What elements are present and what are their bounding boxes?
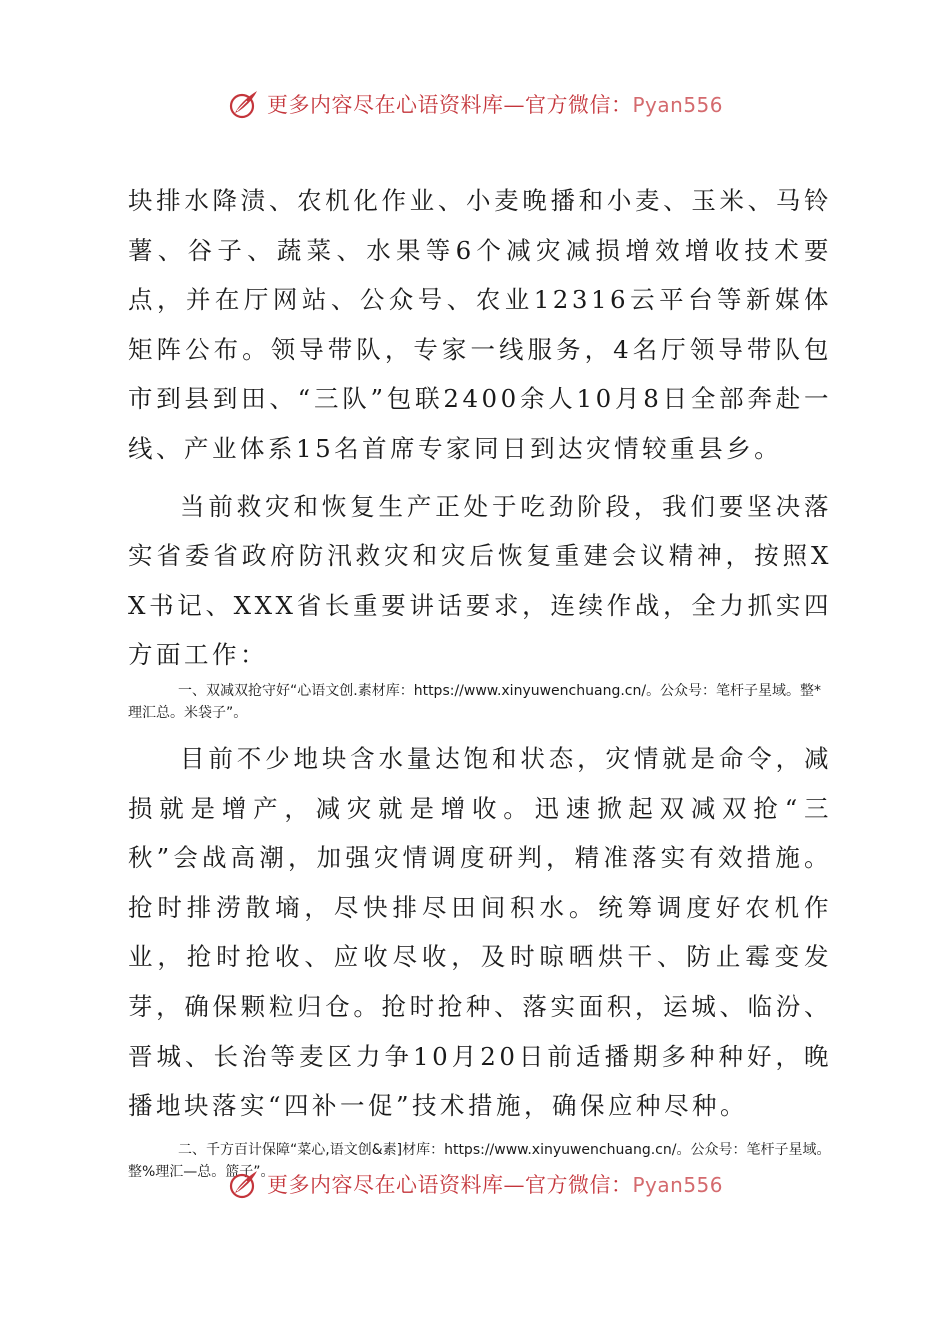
paragraph-1: 块排水降渍、农机化作业、小麦晚播和小麦、玉米、马铃薯、谷子、蔬菜、水果等6个减灾减损增效增收技术要点，并在厅网站、公众号、农业12316云平台等新媒体矩阵公布。领导带队，专家一线服务，4名厅领导带队包市到县到田、“三队”包联2400余人10月8日全部奔赴一线、产业体系15名首席专家同日到达灾情较重县乡。 [128,186,832,463]
banner-slogan: 更多内容尽在心语资料库—官方微信： [266,93,633,117]
header-banner [0,84,950,124]
section-heading-1: 一、双减双抢守好“心语文创.素材库：https://www.xinyuwenchuang.cn/。公众号：笔杆子星域。整*理汇总。米袋子”。 [128,682,822,721]
banner-text [267,89,723,119]
banner-slogan: 更多内容尽在心语资料库—官方微信： [266,1173,633,1197]
banner-text [267,1169,723,1199]
footer-banner [0,1164,950,1204]
paragraph-2: 当前救灾和恢复生产正处于吃劲阶段，我们要坚决落实省委省政府防汛救灾和灾后恢复重建会议精神，按照XX书记、XXX省长重要讲话要求，连续作战，全力抓实四方面工作： [128,491,832,670]
quill-logo-icon [227,1167,261,1201]
paragraph-3: 目前不少地块含水量达饱和状态，灾情就是命令，减损就是增产，减灾就是增收。迅速掀起双减双抢“三秋”会战高潮，加强灾情调度研判，精准落实有效措施。抢时排涝散墒，尽快排尽田间积水。统筹调度好农机作业，抢时抢收、应收尽收，及时晾晒烘干、防止霉变发芽，确保颗粒归仓。抢时抢种、落实面积，运城、临汾、晋城、长治等麦区力争10月20日前适播期多种种好，晚播地块落实“四补一促”技术措施，确保应种尽种。 [128,743,832,1121]
banner-wechat-id: Pyan556 [632,1173,723,1197]
banner-wechat-id: Pyan556 [632,93,723,117]
quill-logo-icon [227,87,261,121]
document-body [128,176,832,1183]
section-heading-2: 二、千方百计保障“菜心,语文创&素]材库：https://www.xinyuwenchuang.cn/。公众号：笔杆子星域。整%理汇—总。篮子”。 [128,1141,831,1180]
